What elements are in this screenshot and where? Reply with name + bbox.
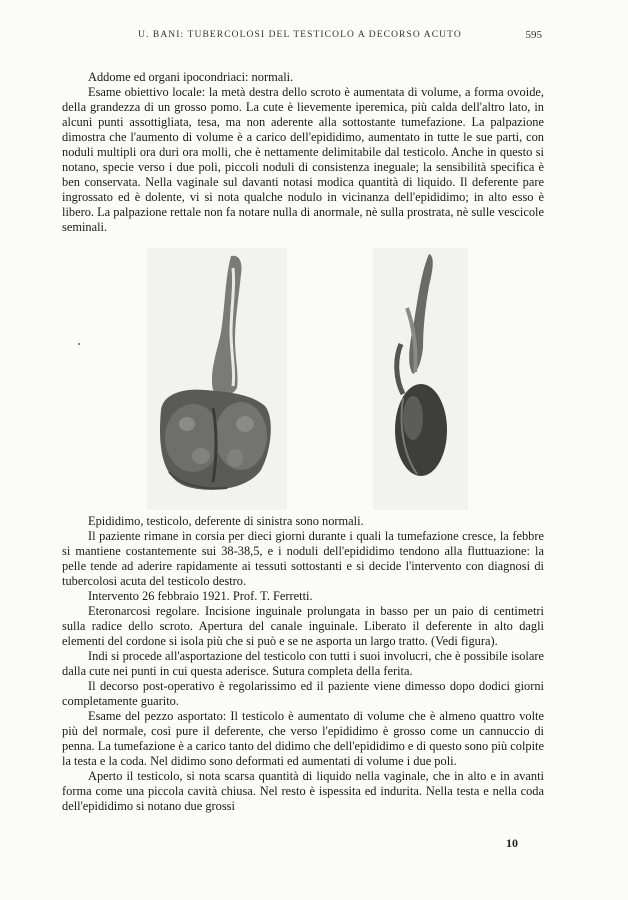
paragraph: Aperto il testicolo, si nota scarsa quantità di liquido nella vaginale, che in alto e in avanti forma come una piccola cavità chiusa. Nel resto è ispessita ed indurita. Nella testa e nella coda dell'epididimo si notano due grossi bbox=[62, 769, 544, 813]
paragraph: Epididimo, testicolo, deferente di sinistra sono normali. bbox=[88, 514, 364, 528]
paragraph: Esame del pezzo asportato: Il testicolo è aumentato di volume che è almeno quattro volte più del normale, così pure il deferente, che verso l'epididimo è grosso come un cannuccio di penna. La tumefazione è a carico tanto del didimo che dell'epididimo e di questo sono più colpite la testa e la coda. Nel didimo sono deformati ed aumentati di volume i due poli. bbox=[62, 709, 544, 768]
specimen-photo-front bbox=[147, 248, 287, 510]
figure-specimen bbox=[0, 248, 628, 510]
page-number: 595 bbox=[525, 29, 542, 41]
paragraph: Indi si procede all'asportazione del testicolo con tutti i suoi involucri, che è possibile isolare dalla cute nei punti in cui questa aderisce. Sutura completa della ferita. bbox=[62, 649, 544, 678]
paragraph: Eteronarcosi regolare. Incisione inguinale prolungata in basso per un paio di centimetri sulla radice dello scroto. Apertura del canale inguinale. Liberato il deferente in alto dagli elementi del cordone si isola più che si può e se ne asporta un largo tratto. (Vedi figura). bbox=[62, 604, 544, 648]
text-block-bottom bbox=[62, 514, 544, 814]
specimen-front-drawing bbox=[147, 248, 287, 510]
text-block-top bbox=[62, 70, 544, 235]
gathering-signature: 10 bbox=[506, 836, 518, 850]
paragraph: Addome ed organi ipocondriaci: normali. bbox=[88, 70, 294, 84]
running-title: U. BANI: TUBERCOLOSI DEL TESTICOLO A DECORSO ACUTO bbox=[138, 30, 462, 40]
running-head bbox=[0, 30, 628, 46]
paragraph: Intervento 26 febbraio 1921. Prof. T. Ferretti. bbox=[88, 589, 313, 603]
specimen-photo-side bbox=[373, 248, 468, 510]
paragraph: Esame obiettivo locale: la metà destra dello scroto è aumentata di volume, a forma ovoide, della grandezza di un grosso pomo. La cute è lievemente iperemica, più calda dell'altro lato, in alcuni punti assottigliata, tesa, ma non aderente alla sottostante tumefazione. La palpazione dimostra che l'aumento di volume è a carico dell'epididimo, aumentato in tutte le sue parti, con noduli multipli ora duri ora molli, che è nettamente delimitabile dal testicolo. Anche in questo si notano, specie verso i due poli, piccoli noduli di consistenza ineguale; la sensibilità specifica è ben conservata. Nella vaginale sul davanti notasi modica quantità di liquido. Il deferente pare ingrossato ed è dolente, vi si nota qualche nodulo in vicinanza dell'epididimo; in alto esso è libero. La palpazione rettale non fa notare nulla di anormale, nè sulla prostrata, nè sulle vescicole seminali. bbox=[62, 85, 544, 234]
specimen-side-drawing bbox=[373, 248, 468, 510]
paragraph: Il paziente rimane in corsia per dieci giorni durante i quali la tumefazione cresce, la febbre si mantiene costantemente sui 38-38,5, e i noduli dell'epididimo tendono alla fluttuazione: la pelle tende ad aderire rapidamente ai tessuti sottostanti e si decide l'intervento con diagnosi di tubercolosi acuta del testicolo destro. bbox=[62, 529, 544, 588]
paragraph: Il decorso post-operativo è regolarissimo ed il paziente viene dimesso dopo dodici giorni completamente guarito. bbox=[62, 679, 544, 708]
